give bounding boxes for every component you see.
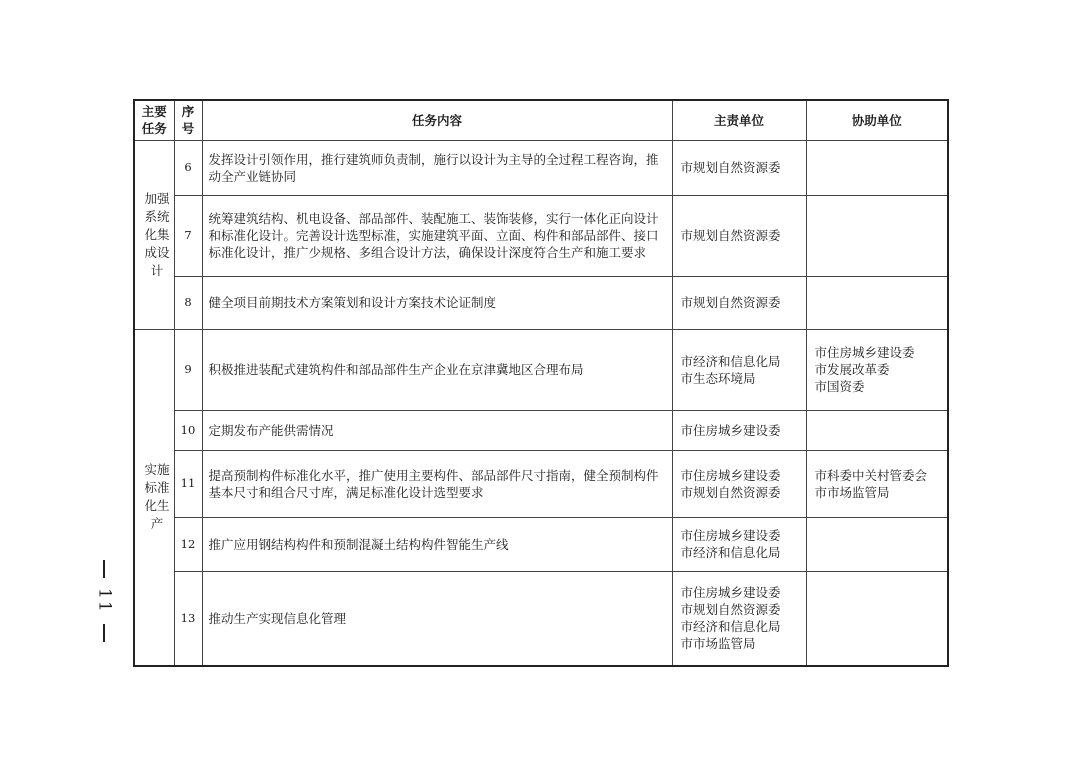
assist-unit-cell	[806, 195, 948, 276]
table-row	[134, 140, 948, 195]
row-number: 8	[174, 276, 202, 329]
lead-unit-cell: 市住房城乡建设委	[672, 410, 806, 450]
row-number: 10	[174, 410, 202, 450]
table-row	[134, 517, 948, 571]
page-number-dash-top	[103, 560, 105, 578]
header-lead-unit: 主责单位	[672, 100, 806, 140]
row-number: 9	[174, 329, 202, 410]
page-number-value: 11	[94, 588, 115, 614]
table-row	[134, 195, 948, 276]
lead-unit-cell: 市住房城乡建设委 市规划自然资源委 市经济和信息化局 市市场监管局	[672, 571, 806, 666]
row-number: 7	[174, 195, 202, 276]
task-content: 健全项目前期技术方案策划和设计方案技术论证制度	[202, 276, 672, 329]
lead-unit-cell: 市住房城乡建设委 市规划自然资源委	[672, 450, 806, 517]
row-number: 11	[174, 450, 202, 517]
group-cell: 实施标准化生产	[134, 329, 174, 666]
table-header-row	[134, 100, 948, 140]
table-row	[134, 450, 948, 517]
assist-unit-cell	[806, 517, 948, 571]
row-number: 13	[174, 571, 202, 666]
group-cell: 加强系统化集成设计	[134, 140, 174, 329]
task-content: 积极推进装配式建筑构件和部品部件生产企业在京津冀地区合理布局	[202, 329, 672, 410]
task-content: 定期发布产能供需情况	[202, 410, 672, 450]
task-content: 发挥设计引领作用，推行建筑师负责制，施行以设计为主导的全过程工程咨询，推动全产业链协同	[202, 140, 672, 195]
lead-unit-cell: 市规划自然资源委	[672, 276, 806, 329]
page-number	[92, 560, 116, 642]
task-content: 提高预制构件标准化水平，推广使用主要构件、部品部件尺寸指南，健全预制构件基本尺寸和组合尺寸库，满足标准化设计选型要求	[202, 450, 672, 517]
task-content: 推广应用钢结构构件和预制混凝土结构构件智能生产线	[202, 517, 672, 571]
task-content: 推动生产实现信息化管理	[202, 571, 672, 666]
task-content: 统筹建筑结构、机电设备、部品部件、装配施工、装饰装修，实行一体化正向设计和标准化设计。完善设计选型标准，实施建筑平面、立面、构件和部品部件、接口标准化设计，推广少规格、多组合设计方法，确保设计深度符合生产和施工要求	[202, 195, 672, 276]
lead-unit-cell: 市住房城乡建设委 市经济和信息化局	[672, 517, 806, 571]
assist-unit-cell	[806, 410, 948, 450]
table-row	[134, 276, 948, 329]
row-number: 6	[174, 140, 202, 195]
assist-unit-cell	[806, 571, 948, 666]
table-row	[134, 329, 948, 410]
header-content: 任务内容	[202, 100, 672, 140]
page-number-dash-bottom	[103, 624, 105, 642]
task-table	[133, 99, 949, 667]
assist-unit-cell	[806, 140, 948, 195]
assist-unit-cell: 市科委中关村管委会 市市场监管局	[806, 450, 948, 517]
row-number: 12	[174, 517, 202, 571]
header-seq: 序号	[174, 100, 202, 140]
assist-unit-cell	[806, 276, 948, 329]
header-assist-unit: 协助单位	[806, 100, 948, 140]
table-row	[134, 410, 948, 450]
lead-unit-cell: 市规划自然资源委	[672, 195, 806, 276]
lead-unit-cell: 市经济和信息化局 市生态环境局	[672, 329, 806, 410]
assist-unit-cell: 市住房城乡建设委 市发展改革委 市国资委	[806, 329, 948, 410]
table-row	[134, 571, 948, 666]
header-main-task: 主要任务	[134, 100, 174, 140]
lead-unit-cell: 市规划自然资源委	[672, 140, 806, 195]
